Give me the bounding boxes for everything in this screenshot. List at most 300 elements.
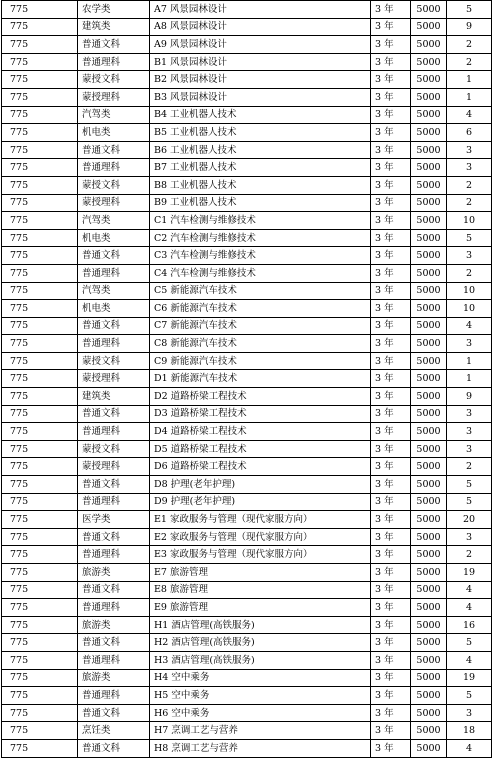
school-code-cell: 775 (2, 71, 78, 89)
quota-cell: 4 (447, 651, 492, 669)
duration-cell: 3 年 (371, 476, 411, 494)
major-cell: C9 新能源汽车技术 (150, 352, 371, 370)
table-row (2, 634, 492, 652)
duration-cell: 3 年 (371, 282, 411, 300)
tuition-cell: 5000 (411, 18, 447, 36)
major-cell: B5 工业机器人技术 (150, 124, 371, 142)
major-cell: E3 家政服务与管理（现代家服方向） (150, 546, 371, 564)
table-row (2, 722, 492, 740)
tuition-cell: 5000 (411, 511, 447, 529)
quota-cell: 4 (447, 739, 492, 757)
tuition-cell: 5000 (411, 476, 447, 494)
quota-cell: 5 (447, 634, 492, 652)
major-cell: H1 酒店管理(高铁服务) (150, 616, 371, 634)
tuition-cell: 5000 (411, 159, 447, 177)
duration-cell: 3 年 (371, 370, 411, 388)
table-row (2, 440, 492, 458)
table-row (2, 476, 492, 494)
duration-cell: 3 年 (371, 141, 411, 159)
category-cell: 蒙授文科 (78, 71, 150, 89)
table-row (2, 405, 492, 423)
major-cell: B3 风景园林设计 (150, 88, 371, 106)
major-cell: A8 风景园林设计 (150, 18, 371, 36)
major-cell: C7 新能源汽车技术 (150, 317, 371, 335)
category-cell: 机电类 (78, 124, 150, 142)
tuition-cell: 5000 (411, 176, 447, 194)
school-code-cell: 775 (2, 634, 78, 652)
category-cell: 普通理科 (78, 264, 150, 282)
tuition-cell: 5000 (411, 634, 447, 652)
category-cell: 普通理科 (78, 159, 150, 177)
table-row (2, 159, 492, 177)
tuition-cell: 5000 (411, 124, 447, 142)
category-cell: 普通文科 (78, 247, 150, 265)
tuition-cell: 5000 (411, 264, 447, 282)
quota-cell: 1 (447, 370, 492, 388)
quota-cell: 3 (447, 141, 492, 159)
duration-cell: 3 年 (371, 739, 411, 757)
table-row (2, 71, 492, 89)
category-cell: 蒙授理科 (78, 88, 150, 106)
school-code-cell: 775 (2, 581, 78, 599)
school-code-cell: 775 (2, 176, 78, 194)
school-code-cell: 775 (2, 106, 78, 124)
school-code-cell: 775 (2, 1, 78, 19)
duration-cell: 3 年 (371, 704, 411, 722)
enrollment-plan-table (1, 0, 492, 758)
quota-cell: 10 (447, 282, 492, 300)
tuition-cell: 5000 (411, 440, 447, 458)
quota-cell: 5 (447, 493, 492, 511)
category-cell: 普通文科 (78, 528, 150, 546)
major-cell: H6 空中乘务 (150, 704, 371, 722)
major-cell: H4 空中乘务 (150, 669, 371, 687)
school-code-cell: 775 (2, 159, 78, 177)
major-cell: D1 新能源汽车技术 (150, 370, 371, 388)
tuition-cell: 5000 (411, 247, 447, 265)
quota-cell: 5 (447, 1, 492, 19)
table-row (2, 1, 492, 19)
quota-cell: 9 (447, 388, 492, 406)
table-row (2, 106, 492, 124)
duration-cell: 3 年 (371, 212, 411, 230)
category-cell: 蒙授文科 (78, 440, 150, 458)
duration-cell: 3 年 (371, 176, 411, 194)
table-row (2, 704, 492, 722)
tuition-cell: 5000 (411, 599, 447, 617)
tuition-cell: 5000 (411, 194, 447, 212)
major-cell: B6 工业机器人技术 (150, 141, 371, 159)
major-cell: D9 护理(老年护理) (150, 493, 371, 511)
school-code-cell: 775 (2, 704, 78, 722)
major-cell: E1 家政服务与管理（现代家服方向） (150, 511, 371, 529)
table-row (2, 511, 492, 529)
quota-cell: 2 (447, 53, 492, 71)
table-row (2, 176, 492, 194)
table-row (2, 141, 492, 159)
tuition-cell: 5000 (411, 528, 447, 546)
quota-cell: 16 (447, 616, 492, 634)
quota-cell: 3 (447, 440, 492, 458)
table-row (2, 546, 492, 564)
tuition-cell: 5000 (411, 141, 447, 159)
quota-cell: 3 (447, 335, 492, 353)
category-cell: 机电类 (78, 229, 150, 247)
category-cell: 普通理科 (78, 493, 150, 511)
school-code-cell: 775 (2, 388, 78, 406)
tuition-cell: 5000 (411, 616, 447, 634)
tuition-cell: 5000 (411, 53, 447, 71)
school-code-cell: 775 (2, 300, 78, 318)
duration-cell: 3 年 (371, 53, 411, 71)
duration-cell: 3 年 (371, 335, 411, 353)
school-code-cell: 775 (2, 141, 78, 159)
tuition-cell: 5000 (411, 388, 447, 406)
category-cell: 普通文科 (78, 141, 150, 159)
tuition-cell: 5000 (411, 546, 447, 564)
duration-cell: 3 年 (371, 405, 411, 423)
category-cell: 普通理科 (78, 599, 150, 617)
category-cell: 蒙授理科 (78, 370, 150, 388)
duration-cell: 3 年 (371, 388, 411, 406)
quota-cell: 4 (447, 599, 492, 617)
major-cell: C6 新能源汽车技术 (150, 300, 371, 318)
school-code-cell: 775 (2, 564, 78, 582)
school-code-cell: 775 (2, 282, 78, 300)
table-row (2, 616, 492, 634)
table-row (2, 300, 492, 318)
quota-cell: 4 (447, 106, 492, 124)
major-cell: E7 旅游管理 (150, 564, 371, 582)
quota-cell: 19 (447, 669, 492, 687)
tuition-cell: 5000 (411, 36, 447, 54)
table-row (2, 493, 492, 511)
school-code-cell: 775 (2, 687, 78, 705)
school-code-cell: 775 (2, 247, 78, 265)
major-cell: B2 风景园林设计 (150, 71, 371, 89)
duration-cell: 3 年 (371, 599, 411, 617)
duration-cell: 3 年 (371, 159, 411, 177)
table-row (2, 528, 492, 546)
tuition-cell: 5000 (411, 493, 447, 511)
tuition-cell: 5000 (411, 317, 447, 335)
category-cell: 普通文科 (78, 634, 150, 652)
duration-cell: 3 年 (371, 124, 411, 142)
major-cell: A9 风景园林设计 (150, 36, 371, 54)
duration-cell: 3 年 (371, 458, 411, 476)
category-cell: 旅游类 (78, 564, 150, 582)
category-cell: 汽驾类 (78, 106, 150, 124)
duration-cell: 3 年 (371, 564, 411, 582)
table-row (2, 264, 492, 282)
tuition-cell: 5000 (411, 458, 447, 476)
major-cell: D5 道路桥梁工程技术 (150, 440, 371, 458)
school-code-cell: 775 (2, 335, 78, 353)
duration-cell: 3 年 (371, 264, 411, 282)
duration-cell: 3 年 (371, 247, 411, 265)
tuition-cell: 5000 (411, 651, 447, 669)
quota-cell: 1 (447, 88, 492, 106)
tuition-cell: 5000 (411, 106, 447, 124)
quota-cell: 3 (447, 528, 492, 546)
major-cell: C8 新能源汽车技术 (150, 335, 371, 353)
quota-cell: 1 (447, 71, 492, 89)
major-cell: C5 新能源汽车技术 (150, 282, 371, 300)
tuition-cell: 5000 (411, 423, 447, 441)
category-cell: 机电类 (78, 300, 150, 318)
quota-cell: 5 (447, 229, 492, 247)
school-code-cell: 775 (2, 36, 78, 54)
school-code-cell: 775 (2, 476, 78, 494)
duration-cell: 3 年 (371, 722, 411, 740)
major-cell: B7 工业机器人技术 (150, 159, 371, 177)
tuition-cell: 5000 (411, 581, 447, 599)
major-cell: A7 风景园林设计 (150, 1, 371, 19)
tuition-cell: 5000 (411, 704, 447, 722)
duration-cell: 3 年 (371, 229, 411, 247)
category-cell: 旅游类 (78, 616, 150, 634)
table-row (2, 651, 492, 669)
category-cell: 农学类 (78, 1, 150, 19)
school-code-cell: 775 (2, 212, 78, 230)
major-cell: H8 烹调工艺与营养 (150, 739, 371, 757)
school-code-cell: 775 (2, 739, 78, 757)
duration-cell: 3 年 (371, 546, 411, 564)
quota-cell: 3 (447, 247, 492, 265)
major-cell: C1 汽车检测与维修技术 (150, 212, 371, 230)
major-cell: B4 工业机器人技术 (150, 106, 371, 124)
quota-cell: 3 (447, 405, 492, 423)
school-code-cell: 775 (2, 370, 78, 388)
tuition-cell: 5000 (411, 352, 447, 370)
category-cell: 烹饪类 (78, 722, 150, 740)
major-cell: D8 护理(老年护理) (150, 476, 371, 494)
tuition-cell: 5000 (411, 88, 447, 106)
quota-cell: 6 (447, 124, 492, 142)
category-cell: 普通文科 (78, 36, 150, 54)
tuition-cell: 5000 (411, 335, 447, 353)
table-row (2, 599, 492, 617)
school-code-cell: 775 (2, 18, 78, 36)
school-code-cell: 775 (2, 194, 78, 212)
school-code-cell: 775 (2, 317, 78, 335)
quota-cell: 2 (447, 458, 492, 476)
table-row (2, 388, 492, 406)
school-code-cell: 775 (2, 669, 78, 687)
quota-cell: 4 (447, 317, 492, 335)
school-code-cell: 775 (2, 493, 78, 511)
quota-cell: 18 (447, 722, 492, 740)
category-cell: 普通理科 (78, 53, 150, 71)
category-cell: 汽驾类 (78, 212, 150, 230)
table-row (2, 194, 492, 212)
quota-cell: 3 (447, 159, 492, 177)
major-cell: H3 酒店管理(高铁服务) (150, 651, 371, 669)
duration-cell: 3 年 (371, 651, 411, 669)
tuition-cell: 5000 (411, 370, 447, 388)
table-row (2, 423, 492, 441)
table-row (2, 229, 492, 247)
tuition-cell: 5000 (411, 564, 447, 582)
school-code-cell: 775 (2, 458, 78, 476)
quota-cell: 3 (447, 704, 492, 722)
major-cell: D4 道路桥梁工程技术 (150, 423, 371, 441)
category-cell: 旅游类 (78, 669, 150, 687)
table-row (2, 739, 492, 757)
tuition-cell: 5000 (411, 71, 447, 89)
category-cell: 普通文科 (78, 476, 150, 494)
category-cell: 蒙授理科 (78, 458, 150, 476)
school-code-cell: 775 (2, 229, 78, 247)
table-row (2, 317, 492, 335)
quota-cell: 5 (447, 687, 492, 705)
category-cell: 普通文科 (78, 739, 150, 757)
school-code-cell: 775 (2, 264, 78, 282)
table-row (2, 212, 492, 230)
table-row (2, 18, 492, 36)
duration-cell: 3 年 (371, 511, 411, 529)
table-row (2, 247, 492, 265)
quota-cell: 2 (447, 264, 492, 282)
duration-cell: 3 年 (371, 36, 411, 54)
duration-cell: 3 年 (371, 18, 411, 36)
major-cell: H5 空中乘务 (150, 687, 371, 705)
category-cell: 建筑类 (78, 388, 150, 406)
duration-cell: 3 年 (371, 352, 411, 370)
table-row (2, 564, 492, 582)
quota-cell: 9 (447, 18, 492, 36)
major-cell: E8 旅游管理 (150, 581, 371, 599)
quota-cell: 4 (447, 581, 492, 599)
duration-cell: 3 年 (371, 71, 411, 89)
tuition-cell: 5000 (411, 739, 447, 757)
major-cell: C2 汽车检测与维修技术 (150, 229, 371, 247)
major-cell: H7 烹调工艺与营养 (150, 722, 371, 740)
major-cell: D6 道路桥梁工程技术 (150, 458, 371, 476)
category-cell: 普通文科 (78, 405, 150, 423)
duration-cell: 3 年 (371, 581, 411, 599)
quota-cell: 10 (447, 212, 492, 230)
quota-cell: 19 (447, 564, 492, 582)
major-cell: H2 酒店管理(高铁服务) (150, 634, 371, 652)
table-row (2, 687, 492, 705)
duration-cell: 3 年 (371, 1, 411, 19)
school-code-cell: 775 (2, 88, 78, 106)
school-code-cell: 775 (2, 440, 78, 458)
category-cell: 普通文科 (78, 581, 150, 599)
tuition-cell: 5000 (411, 1, 447, 19)
duration-cell: 3 年 (371, 687, 411, 705)
tuition-cell: 5000 (411, 229, 447, 247)
category-cell: 普通理科 (78, 546, 150, 564)
duration-cell: 3 年 (371, 616, 411, 634)
table-row (2, 335, 492, 353)
tuition-cell: 5000 (411, 300, 447, 318)
school-code-cell: 775 (2, 423, 78, 441)
duration-cell: 3 年 (371, 194, 411, 212)
table-row (2, 124, 492, 142)
table-row (2, 282, 492, 300)
school-code-cell: 775 (2, 722, 78, 740)
duration-cell: 3 年 (371, 317, 411, 335)
table-row (2, 669, 492, 687)
category-cell: 普通理科 (78, 687, 150, 705)
quota-cell: 3 (447, 423, 492, 441)
school-code-cell: 775 (2, 405, 78, 423)
category-cell: 蒙授文科 (78, 176, 150, 194)
quota-cell: 10 (447, 300, 492, 318)
quota-cell: 2 (447, 546, 492, 564)
tuition-cell: 5000 (411, 405, 447, 423)
duration-cell: 3 年 (371, 440, 411, 458)
school-code-cell: 775 (2, 53, 78, 71)
table-row (2, 370, 492, 388)
quota-cell: 1 (447, 352, 492, 370)
school-code-cell: 775 (2, 546, 78, 564)
category-cell: 汽驾类 (78, 282, 150, 300)
duration-cell: 3 年 (371, 634, 411, 652)
category-cell: 普通理科 (78, 335, 150, 353)
major-cell: D2 道路桥梁工程技术 (150, 388, 371, 406)
category-cell: 普通文科 (78, 704, 150, 722)
tuition-cell: 5000 (411, 687, 447, 705)
category-cell: 医学类 (78, 511, 150, 529)
major-cell: C4 汽车检测与维修技术 (150, 264, 371, 282)
duration-cell: 3 年 (371, 300, 411, 318)
table-row (2, 53, 492, 71)
duration-cell: 3 年 (371, 106, 411, 124)
table-body (2, 1, 492, 758)
school-code-cell: 775 (2, 528, 78, 546)
category-cell: 普通理科 (78, 423, 150, 441)
school-code-cell: 775 (2, 124, 78, 142)
category-cell: 普通文科 (78, 317, 150, 335)
table-row (2, 458, 492, 476)
tuition-cell: 5000 (411, 669, 447, 687)
category-cell: 建筑类 (78, 18, 150, 36)
quota-cell: 2 (447, 36, 492, 54)
category-cell: 普通理科 (78, 651, 150, 669)
tuition-cell: 5000 (411, 212, 447, 230)
duration-cell: 3 年 (371, 669, 411, 687)
category-cell: 蒙授理科 (78, 194, 150, 212)
duration-cell: 3 年 (371, 88, 411, 106)
table-row (2, 581, 492, 599)
major-cell: E2 家政服务与管理（现代家服方向） (150, 528, 371, 546)
major-cell: B8 工业机器人技术 (150, 176, 371, 194)
tuition-cell: 5000 (411, 282, 447, 300)
major-cell: B1 风景园林设计 (150, 53, 371, 71)
quota-cell: 2 (447, 194, 492, 212)
school-code-cell: 775 (2, 616, 78, 634)
quota-cell: 5 (447, 476, 492, 494)
school-code-cell: 775 (2, 511, 78, 529)
category-cell: 蒙授文科 (78, 352, 150, 370)
quota-cell: 20 (447, 511, 492, 529)
major-cell: C3 汽车检测与维修技术 (150, 247, 371, 265)
major-cell: B9 工业机器人技术 (150, 194, 371, 212)
school-code-cell: 775 (2, 599, 78, 617)
duration-cell: 3 年 (371, 528, 411, 546)
school-code-cell: 775 (2, 651, 78, 669)
duration-cell: 3 年 (371, 423, 411, 441)
major-cell: D3 道路桥梁工程技术 (150, 405, 371, 423)
table-row (2, 88, 492, 106)
quota-cell: 2 (447, 176, 492, 194)
table-row (2, 36, 492, 54)
duration-cell: 3 年 (371, 493, 411, 511)
table-row (2, 352, 492, 370)
